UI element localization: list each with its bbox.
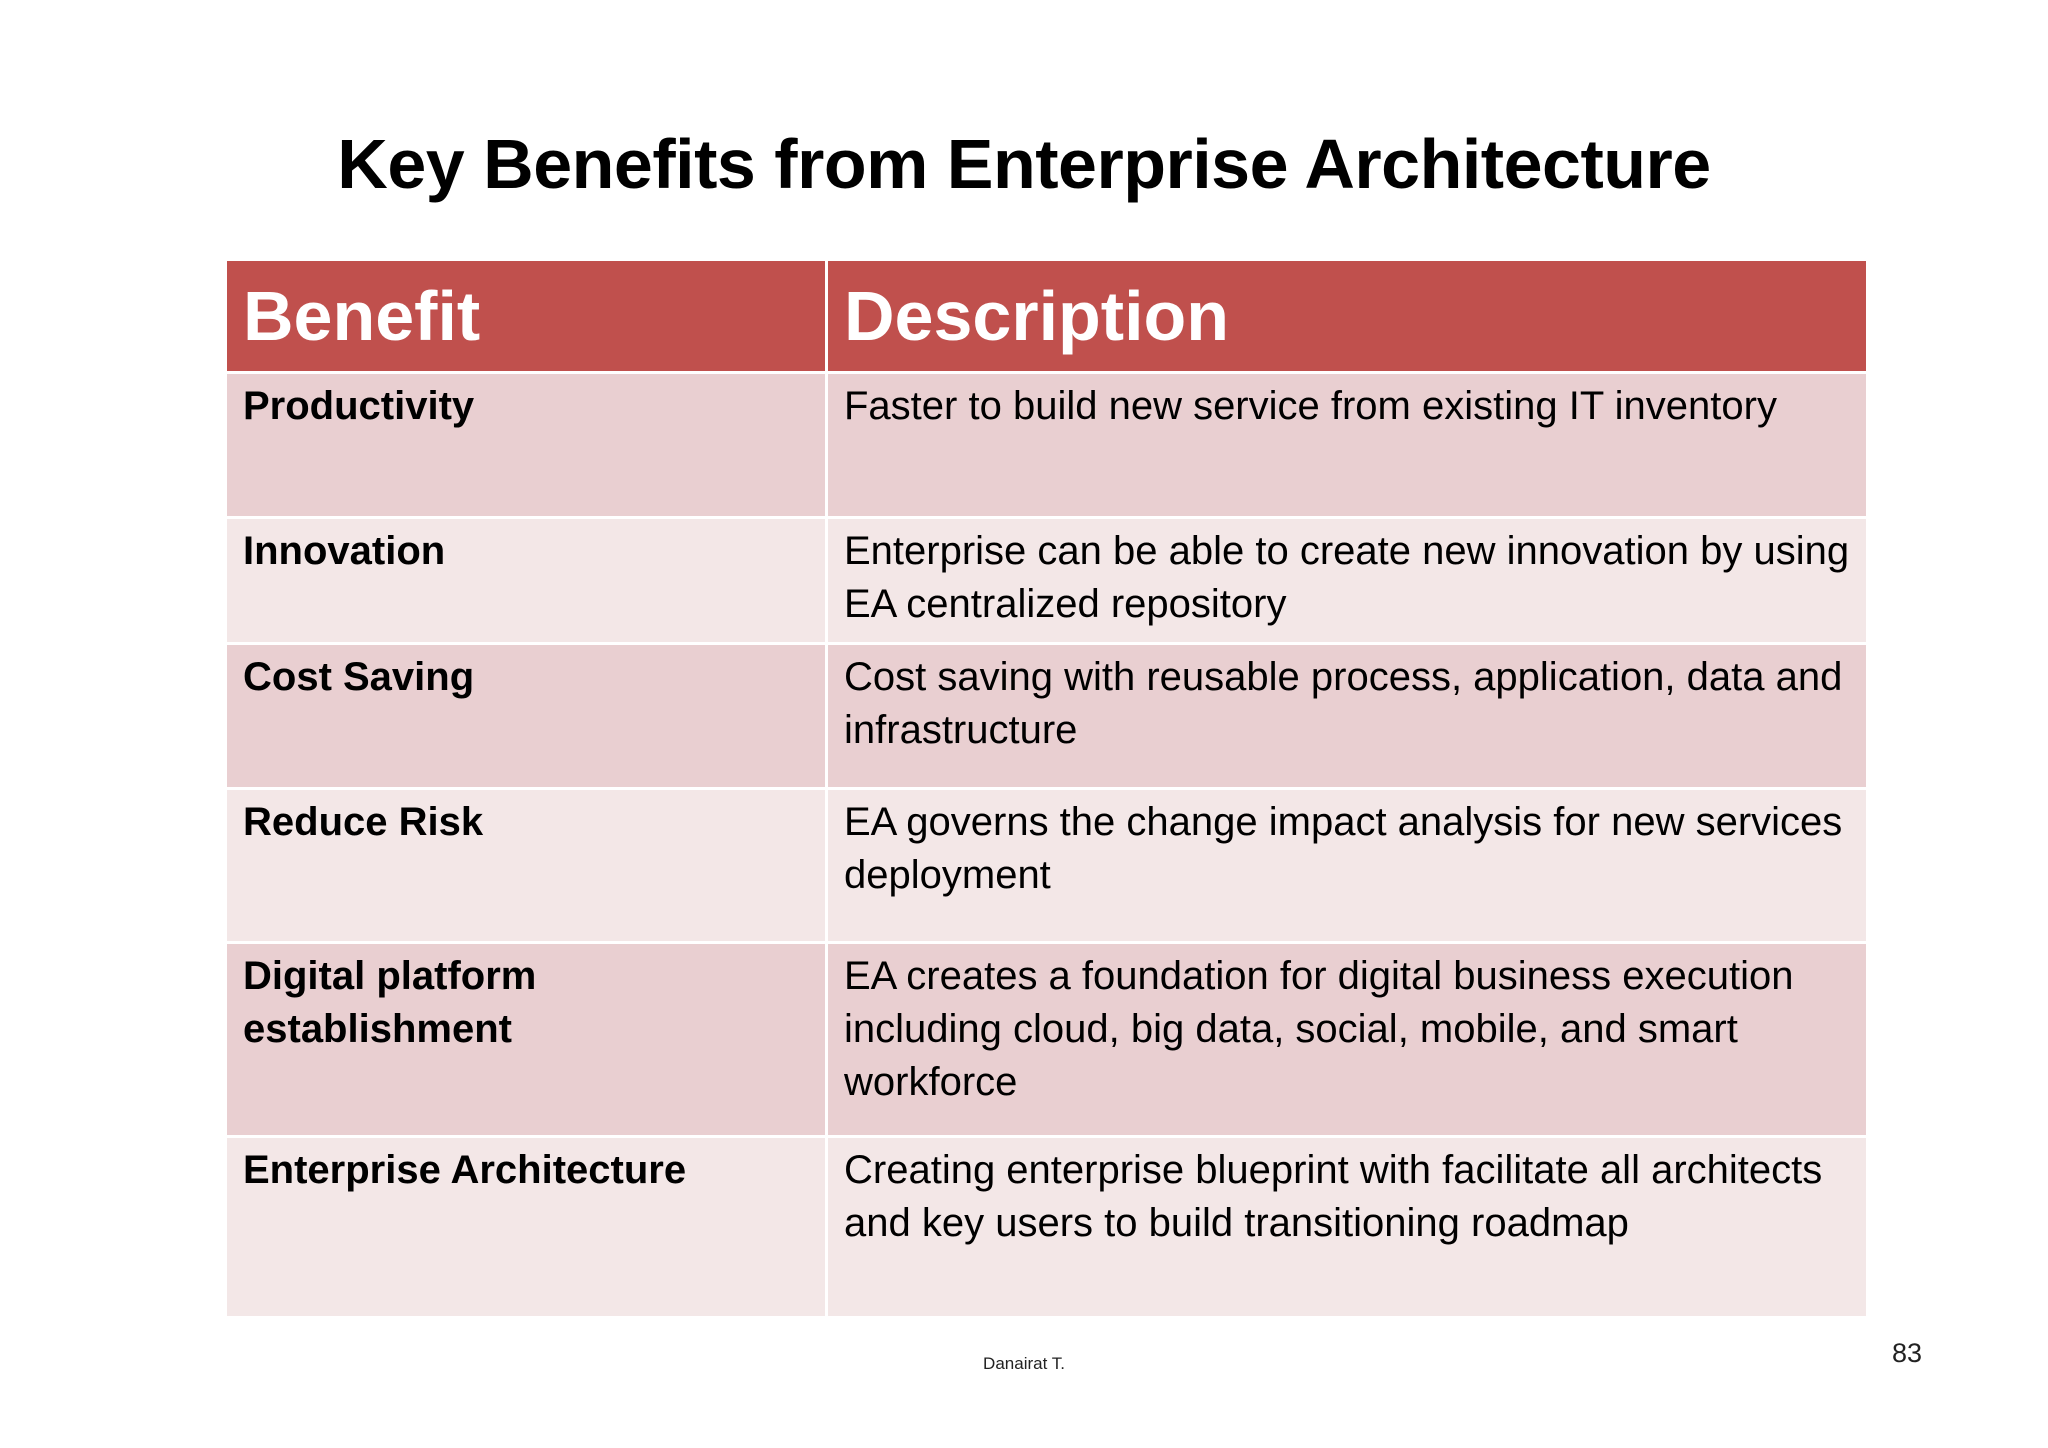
table-row — [226, 789, 1868, 943]
description-cell: Enterprise can be able to create new innovation by using EA centralized repository — [827, 518, 1868, 644]
description-cell: Creating enterprise blueprint with facilitate all architects and key users to build transitioning roadmap — [827, 1137, 1868, 1318]
description-cell: EA creates a foundation for digital business execution including cloud, big data, social, mobile, and smart workforce — [827, 943, 1868, 1137]
benefits-table — [224, 258, 1869, 1319]
table-header-row — [226, 260, 1868, 373]
header-description: Description — [827, 260, 1868, 373]
benefit-cell: Reduce Risk — [226, 789, 827, 943]
page-number: 83 — [1891, 1338, 1922, 1368]
table-row — [226, 518, 1868, 644]
table-row — [226, 644, 1868, 789]
description-cell: Cost saving with reusable process, application, data and infrastructure — [827, 644, 1868, 789]
header-benefit: Benefit — [226, 260, 827, 373]
description-cell: EA governs the change impact analysis for new services deployment — [827, 789, 1868, 943]
table-row — [226, 373, 1868, 518]
benefit-cell: Cost Saving — [226, 644, 827, 789]
footer-author: Danairat T. — [983, 1354, 1065, 1373]
benefit-cell: Enterprise Architecture — [226, 1137, 827, 1318]
benefit-cell: Productivity — [226, 373, 827, 518]
description-cell: Faster to build new service from existing IT inventory — [827, 373, 1868, 518]
benefit-cell: Digital platform establishment — [226, 943, 827, 1137]
page-title: Key Benefits from Enterprise Architecture — [337, 125, 1711, 203]
benefit-cell: Innovation — [226, 518, 827, 644]
table-row — [226, 943, 1868, 1137]
table-row — [226, 1137, 1868, 1318]
